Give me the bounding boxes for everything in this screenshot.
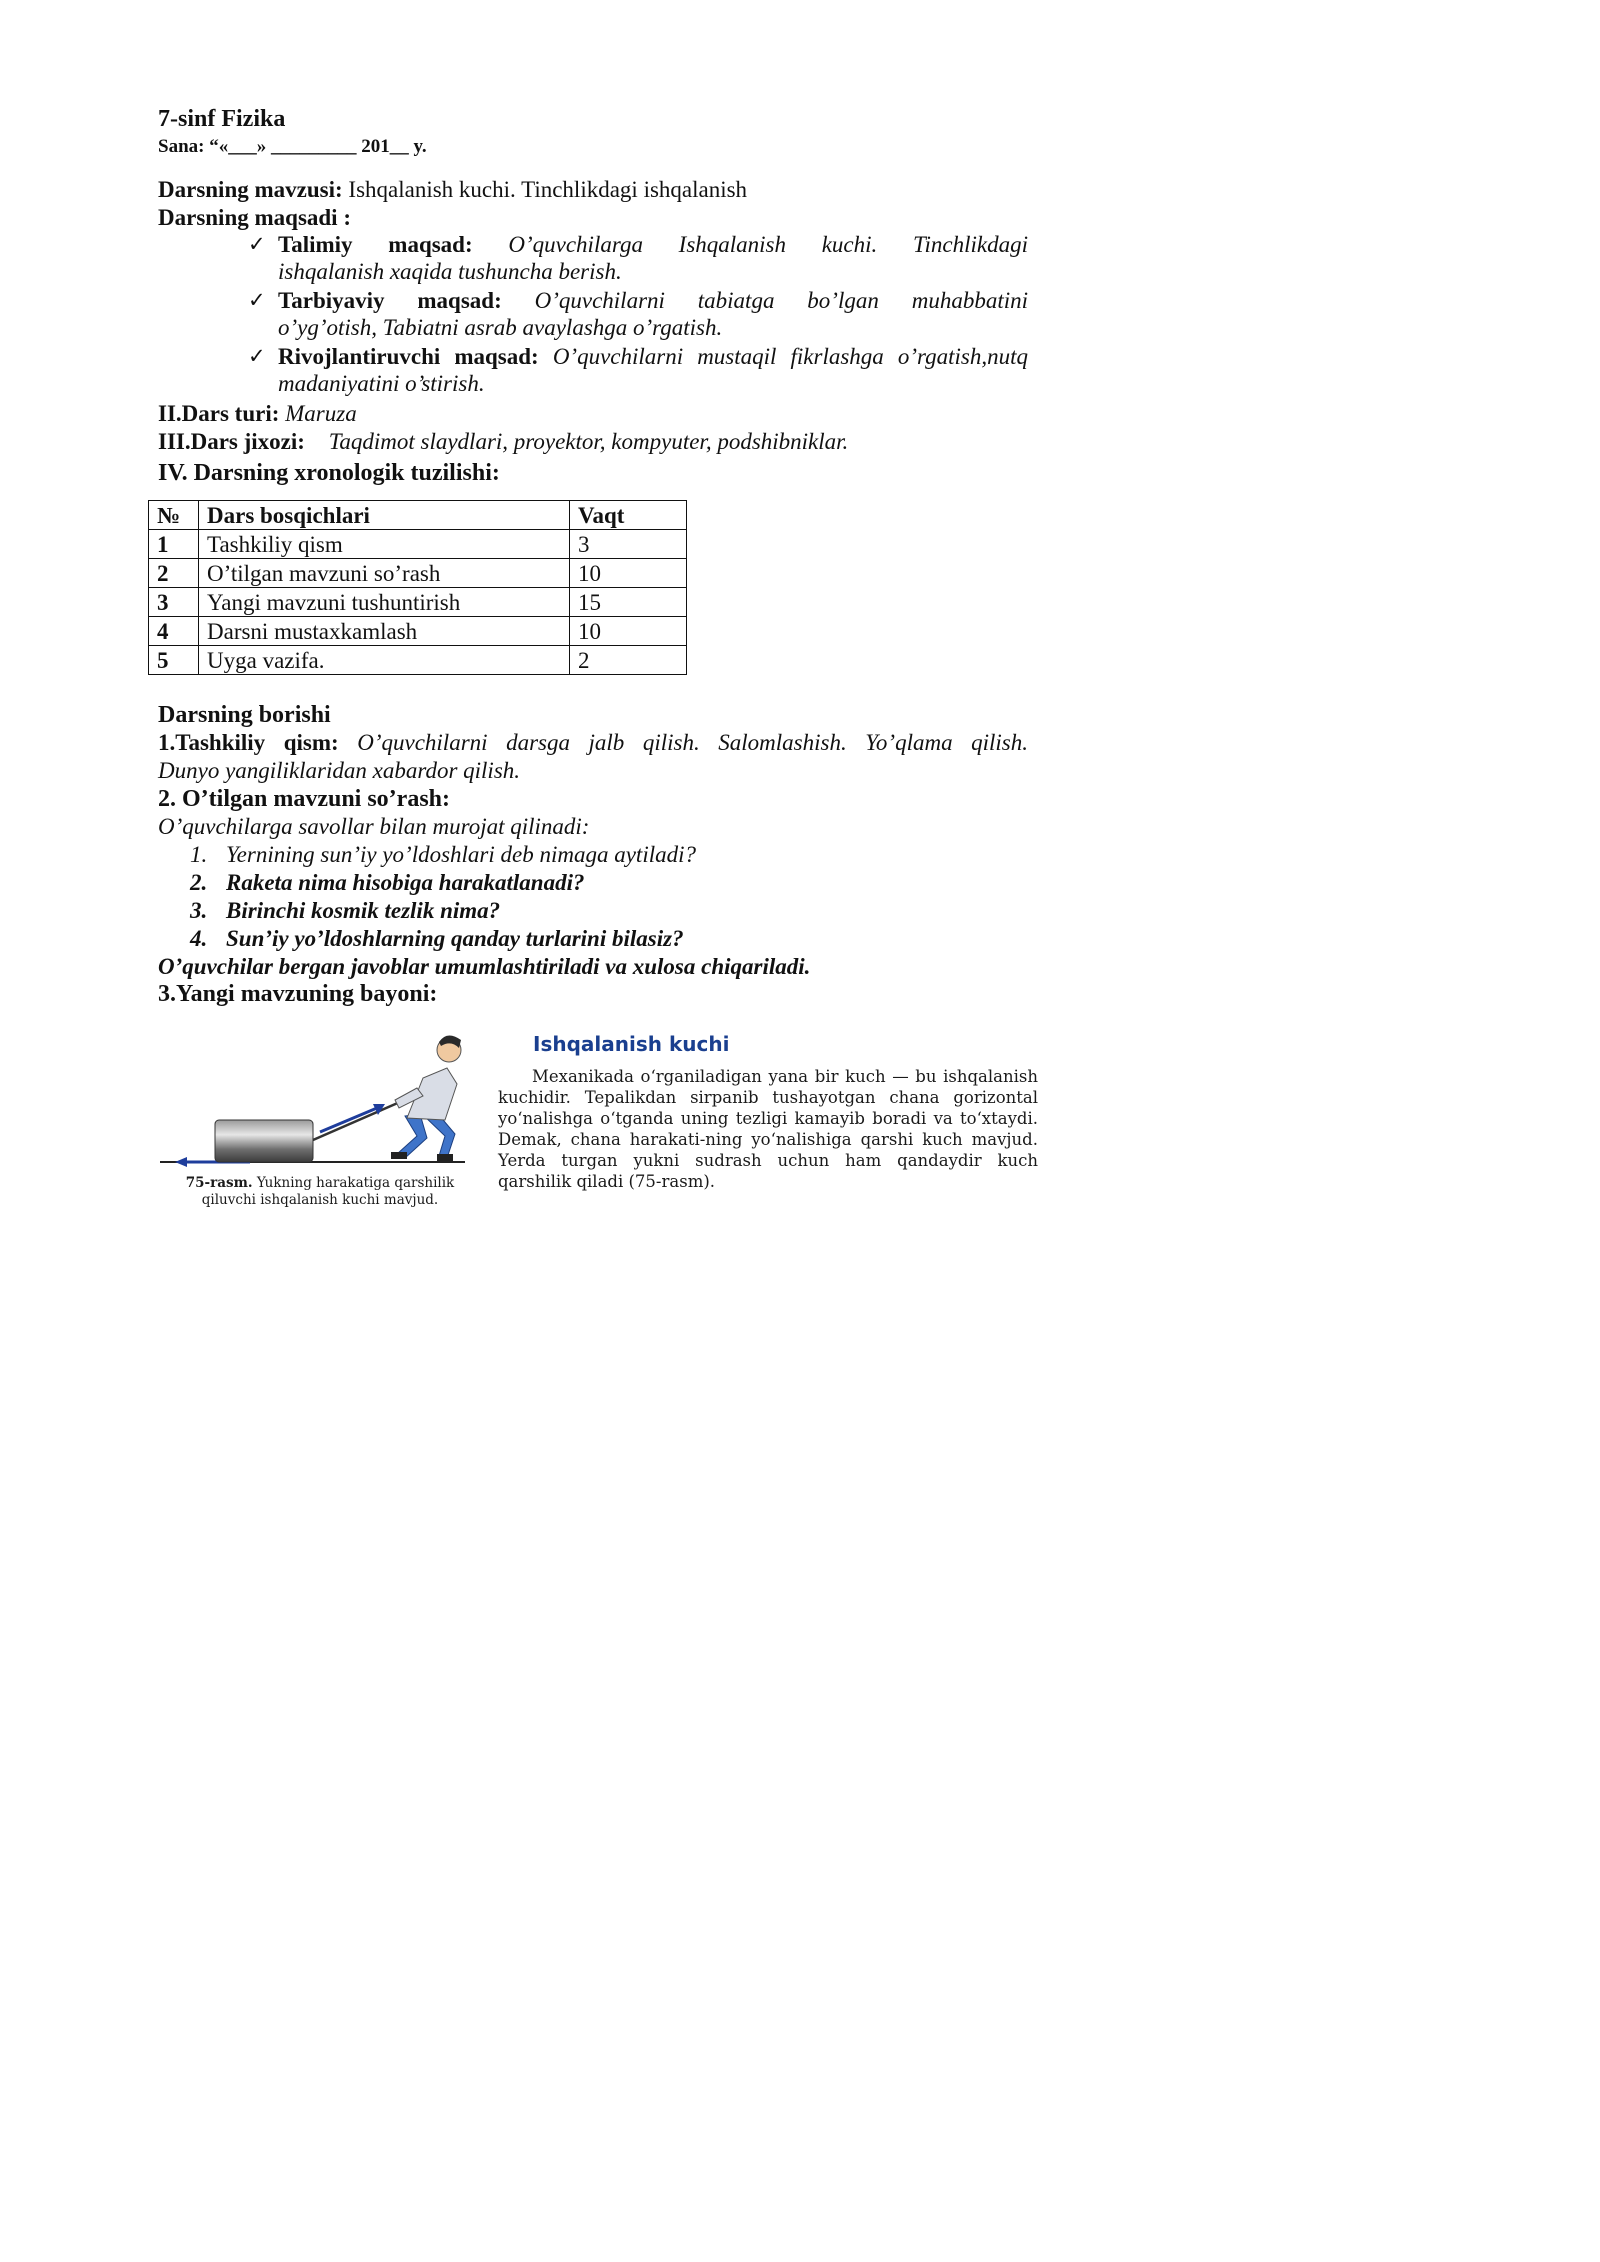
progress-heading: Darsning borishi	[158, 702, 331, 728]
goal-first-line	[278, 288, 1028, 314]
goal-label: Talimiy maqsad:	[278, 232, 473, 257]
row-stage: Yangi mavzuni tushuntirish	[199, 588, 570, 617]
goal-continuation: o’yg’otish, Tabiatni asrab avaylashga o’rgatish.	[278, 315, 723, 340]
goal-text: O’quvchilarni tabiatga bo’lgan muhabbatini	[534, 288, 1029, 313]
table-row	[149, 617, 687, 646]
goal-continuation: madaniyatini o’stirish.	[278, 371, 485, 396]
organizational-line	[158, 730, 1028, 756]
row-time: 2	[570, 646, 687, 675]
table-row	[149, 646, 687, 675]
question-number: 2.	[190, 870, 208, 895]
row-stage: Darsni mustaxkamlash	[199, 617, 570, 646]
question-number: 3.	[190, 898, 208, 923]
goal-label: Tarbiyaviy maqsad:	[278, 288, 502, 313]
table-row	[149, 530, 687, 559]
grade-subject: 7-sinf Fizika	[158, 106, 286, 132]
table-row	[149, 559, 687, 588]
organizational-text: O’quvchilarni darsga jalb qilish. Salomlashish. Yo’qlama qilish.	[357, 730, 1028, 755]
goal-text: O’quvchilarni mustaqil fikrlashga o’rgatish,nutq	[552, 344, 1029, 369]
row-number: 3	[149, 588, 199, 617]
goal-text: O’quvchilarga Ishqalanish kuchi. Tinchlikdagi	[508, 232, 1029, 257]
organizational-label: 1.Tashkiliy qism:	[158, 730, 339, 755]
row-stage: O’tilgan mavzuni so’rash	[199, 559, 570, 588]
goal-item-developmental	[248, 344, 1028, 397]
goal-item-upbringing	[248, 288, 1028, 341]
row-number: 1	[149, 530, 199, 559]
lesson-structure-table	[148, 500, 687, 675]
column-header-time: Vaqt	[570, 501, 687, 530]
lesson-topic	[158, 177, 747, 203]
organizational-continuation: Dunyo yangiliklaridan xabardor qilish.	[158, 758, 521, 783]
row-time: 10	[570, 617, 687, 646]
review-summary: O’quvchilar bergan javoblar umumlashtiriladi va xulosa chiqariladi.	[158, 954, 811, 979]
goal-first-line	[278, 344, 1028, 370]
lesson-type-label: II.Dars turi:	[158, 401, 280, 426]
question-item	[190, 842, 696, 868]
review-heading: 2. O’tilgan mavzuni so’rash:	[158, 786, 451, 812]
checkmark-icon: ✓	[248, 232, 266, 256]
goal-item-educational	[248, 232, 1028, 285]
table-row	[149, 588, 687, 617]
column-header-number: №	[149, 501, 199, 530]
date-line: Sana: “«___» _________ 201__ y.	[158, 136, 427, 157]
goal-first-line	[278, 232, 1028, 258]
question-number: 4.	[190, 926, 208, 951]
lesson-type-value: Maruza	[285, 401, 357, 426]
lesson-type	[158, 401, 357, 427]
goal-line	[248, 288, 1028, 314]
structure-heading: IV. Darsning xronologik tuzilishi:	[158, 460, 500, 486]
topic-label: Darsning mavzusi:	[158, 177, 343, 202]
equipment-value: Taqdimot slaydlari, proyektor, kompyuter, podshibniklar.	[328, 429, 849, 454]
checkmark-icon: ✓	[248, 288, 266, 312]
question-item	[190, 898, 500, 924]
question-item	[190, 870, 585, 896]
textbook-excerpt	[498, 1032, 1038, 1192]
review-intro: O’quvchilarga savollar bilan murojat qilinadi:	[158, 814, 590, 839]
goal-line	[248, 344, 1028, 370]
lesson-equipment	[158, 429, 848, 455]
question-item	[190, 926, 684, 952]
row-stage: Uyga vazifa.	[199, 646, 570, 675]
row-time: 10	[570, 559, 687, 588]
row-number: 5	[149, 646, 199, 675]
row-time: 15	[570, 588, 687, 617]
caption-text: Yukning harakatiga qarshilik qiluvchi ishqalanish kuchi mavjud.	[201, 1175, 455, 1208]
row-time: 3	[570, 530, 687, 559]
table-header-row	[149, 501, 687, 530]
question-text: Birinchi kosmik tezlik nima?	[226, 898, 501, 923]
new-topic-heading: 3.Yangi mavzuning bayoni:	[158, 981, 438, 1007]
goals-heading: Darsning maqsadi :	[158, 205, 351, 230]
question-text: Sun’iy yo’ldoshlarning qanday turlarini bilasiz?	[226, 926, 684, 951]
textbook-title: Ishqalanish kuchi	[533, 1032, 730, 1056]
row-number: 2	[149, 559, 199, 588]
question-text: Raketa nima hisobiga harakatlanadi?	[226, 870, 585, 895]
topic-value: Ishqalanish kuchi. Tinchlikdagi ishqalanish	[342, 177, 748, 202]
goal-line	[248, 232, 1028, 258]
lesson-plan-page	[0, 0, 1100, 1555]
goal-continuation: ishqalanish xaqida tushuncha berish.	[278, 259, 622, 284]
row-number: 4	[149, 617, 199, 646]
row-stage: Tashkiliy qism	[199, 530, 570, 559]
caption-label: 75-rasm.	[185, 1175, 253, 1191]
question-text: Yernining sun’iy yo’ldoshlari deb nimaga aytiladi?	[226, 842, 696, 867]
equipment-label: III.Dars jixozi:	[158, 429, 305, 454]
question-number: 1.	[190, 842, 208, 867]
checkmark-icon: ✓	[248, 344, 266, 368]
goal-label: Rivojlantiruvchi maqsad:	[278, 344, 539, 369]
textbook-body: Mexanikada o‘rganiladigan yana bir kuch — bu ishqalanish kuchidir. Tepalikdan sirpanib tushayotgan chana gorizontal yo‘nalishga o‘tganda uning tezligi kamayib boradi va to‘xtaydi. Demak, chana harakati-ning yo‘nalishiga qarshi kuch mavjud. Yerda turgan yukni sudrash uchun ham qandaydir kuch qarshilik qiladi (75-rasm).	[498, 1067, 1038, 1191]
column-header-stage: Dars bosqichlari	[199, 501, 570, 530]
figure-caption	[160, 1175, 480, 1209]
